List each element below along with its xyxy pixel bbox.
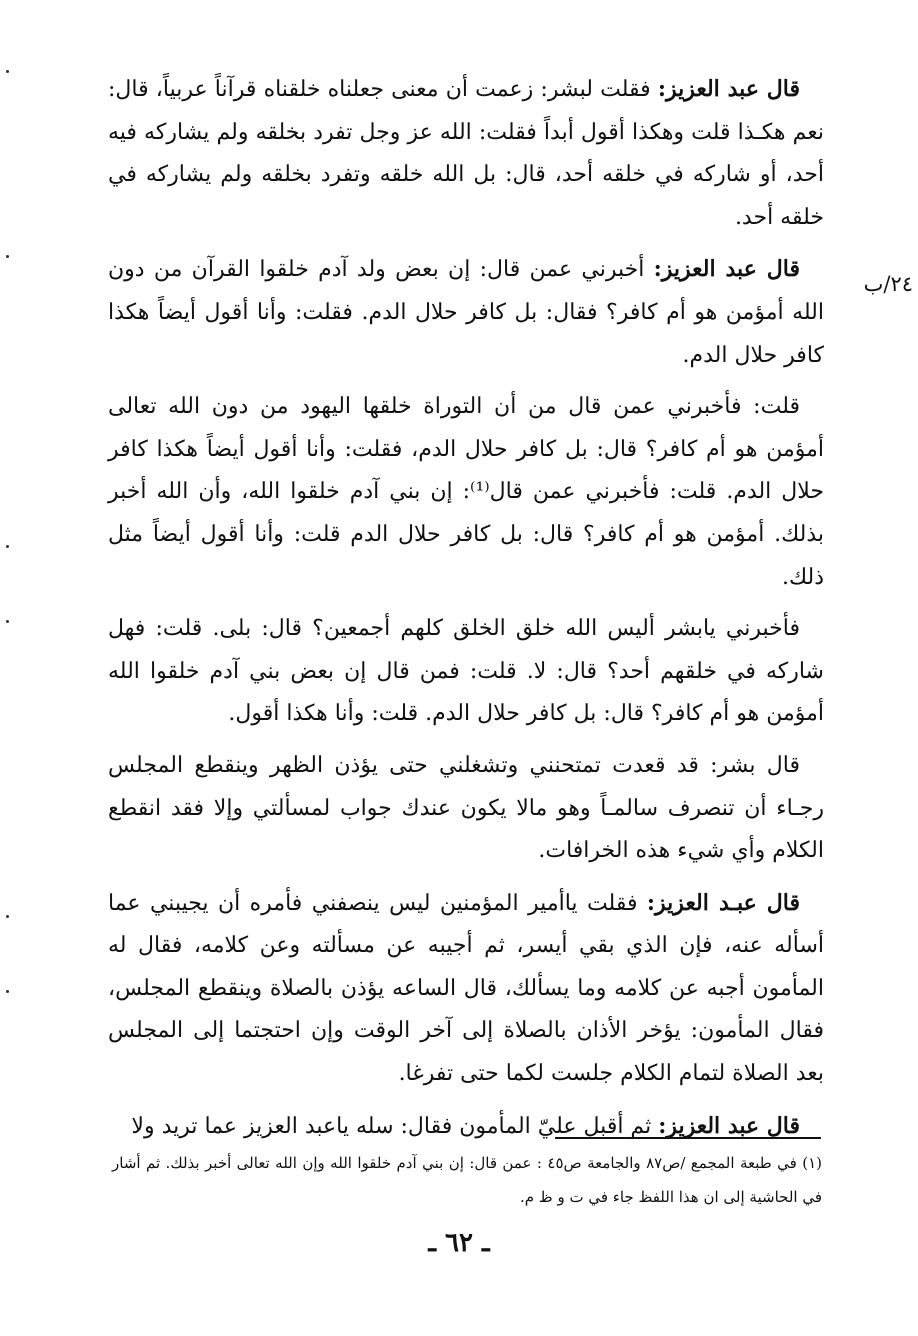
paragraph-text: ثم أقبل عليّ المأمون فقال: سله ياعبد العزيز عما تريد ولا <box>131 1113 659 1139</box>
scan-dot <box>6 70 9 73</box>
scan-dot <box>6 915 9 918</box>
speaker-label: قال عبد العزيز: <box>657 76 800 102</box>
speaker-label: قال عبد العزيز: <box>653 256 800 283</box>
paragraph-6 <box>108 882 824 1096</box>
speaker-label: قال عبد العزيز: <box>658 1112 800 1139</box>
scan-dot <box>6 990 9 993</box>
paragraph-text: فقلت ياأمير المؤمنين ليس ينصفني فأمره أن يجيبني عما أسأله عنه، فإن الذي بقي أيسر، ثم أجيبه عن مسألته وعن كلامه، فقال له المأمون أجبه عن كلامه وما يسألك، قال الساعه يؤذن بالصلاة وينقطع المجلس، فقال المأمون: يؤخر الأذان بالصلاة إلى آخر الوقت وإن احتجتما إلى المجلس بعد الصلاة لتمام الكلام جلست لكما حتى تفرغا. <box>108 890 824 1087</box>
paragraph-text: قلت: فأخبرني عمن قال من أن التوراة خلقها اليهود من دون الله تعالى أمؤمن هو أم كافر؟ قال: بل كافر حلال الدم، فقلت: وأنا أقول أيضاً هكذا كافر حلال الدم. قلت: فأخبرني عمن قال⁽¹⁾: إن بني آدم خلقوا الله، وأن الله أخبر بذلك. أمؤمن هو أم كافر؟ قال: بل كافر حلال الدم قلت: وأنا أقول أيضاً مثل ذلك. <box>108 394 824 590</box>
paragraph-text: فقلت لبشر: زعمت أن معنى جعلناه خلقناه قرآناً عربياً، قال: نعم هكـذا قلت وهكذا أقول أبداً فقلت: الله عز وجل تفرد بخلقه ولم يشاركه فيه أحد، أو شاركه في خلقه أحد، قال: بل الله خلقه وتفرد بخلقه ولم يشاركه في خلقه أحد. <box>108 77 824 230</box>
paragraph-text: أخبرني عمن قال: إن بعض ولد آدم خلقوا القرآن من دون الله أمؤمن هو أم كافر؟ فقال: بل كافر حلال الدم. فقلت: وأنا أقول أيضاً هكذا كافر حلال الدم. <box>108 257 824 368</box>
paragraph-text: فأخبرني يابشر أليس الله خلق الخلق كلهم أجمعين؟ قال: بلى. قلت: فهل شاركه في خلقهم أحد؟ قال: لا. قلت: فمن قال إن بعض بني آدم خلقوا الله أمؤمن هو أم كافر؟ قال: بل كافر حلال الدم. قلت: وأنا هكذا أقول. <box>108 616 824 727</box>
footnote-divider <box>555 1137 821 1139</box>
paragraph-5 <box>108 745 824 873</box>
paragraph-1 <box>108 68 824 239</box>
speaker-label: قال عبـد العزيز: <box>646 889 801 916</box>
paragraph-2 <box>108 248 824 377</box>
scan-dot <box>6 545 9 548</box>
scan-dot <box>6 620 9 623</box>
paragraph-4 <box>108 608 824 736</box>
paragraph-text: قال بشر: قد قعدت تمتحنني وتشغلني حتى يؤذن الظهر وينقطع المجلس رجـاء أن تنصرف سالمـاً وهو مالا يكون عندك جواب لمسألتي وإلا فقد انقطع الكلام وأي شيء هذه الخرافات. <box>108 752 824 864</box>
page-number: ـ ٦٢ ـ <box>428 1228 490 1258</box>
margin-folio-note: ٢٤/ب <box>863 272 913 296</box>
footnote: (١) في طبعة المجمع /ص٨٧ والجامعة ص٤٥ : عمن قال: إن بني آدم خلقوا الله وإن الله تعالى أخبر بذلك. ثم أشار في الحاشية إلى ان هذا اللفظ جاء في ت و ظ م. <box>112 1154 823 1206</box>
main-text <box>108 68 824 1157</box>
paragraph-3 <box>108 386 824 599</box>
paragraph-7 <box>108 1105 824 1149</box>
scan-dot <box>6 255 9 258</box>
